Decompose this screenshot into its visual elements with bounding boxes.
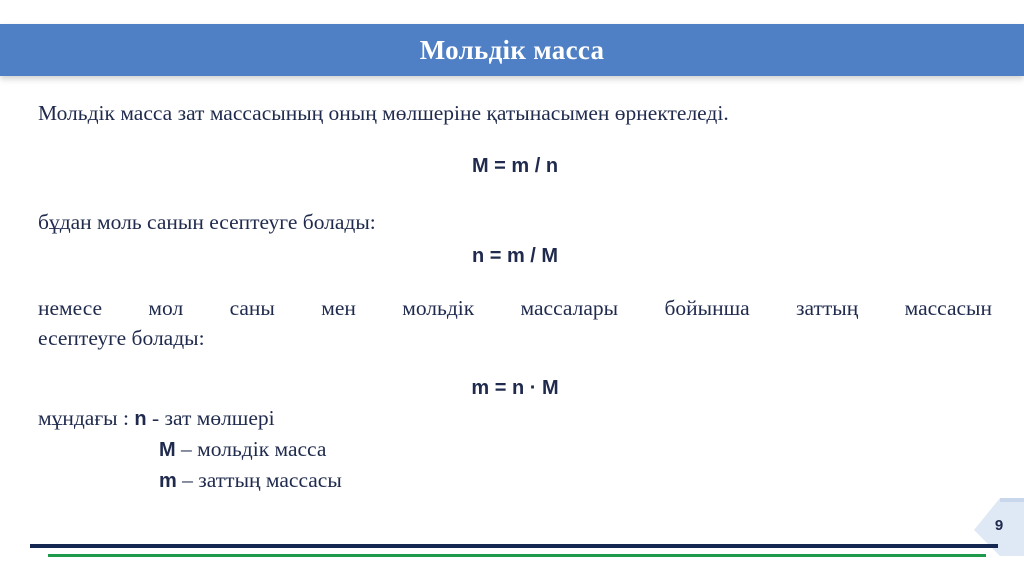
moles-intro-text: бұдан моль санын есептеуге болады:: [38, 210, 376, 234]
definition-text: Мольдік масса зат массасының оның мөлшеріне қатынасымен өрнектеледі.: [38, 101, 729, 125]
mass-intro-line2: есептеуге болады:: [38, 326, 205, 350]
legend-desc-n: - зат мөлшері: [146, 406, 275, 430]
page-number: 9: [994, 517, 1004, 534]
formula-molar-mass: M = m / n: [471, 155, 559, 177]
legend-row-M: [38, 434, 992, 465]
legend-desc-m: – заттың массасы: [176, 468, 342, 492]
slide-content: [38, 98, 992, 496]
formula-moles: n = m / M: [471, 245, 559, 267]
legend-desc-M: – мольдік масса: [175, 437, 327, 461]
slide-title: Мольдік масса: [419, 35, 605, 65]
legend-symbol-m: m: [159, 470, 177, 492]
legend-symbol-n: n: [134, 408, 147, 430]
legend-symbol-M: M: [159, 439, 176, 461]
footer-rule-green: [48, 554, 986, 557]
title-bar: [0, 24, 1024, 76]
legend-row-n: [38, 403, 992, 434]
footer-rule-navy: [30, 544, 998, 548]
legend-prefix: мұндағы :: [38, 406, 135, 430]
mass-intro-line1: немесе мол саны мен мольдік массалары бойынша заттың массасын: [38, 296, 992, 320]
legend-row-m: [38, 465, 992, 496]
formula-mass: m = n · M: [471, 377, 559, 399]
